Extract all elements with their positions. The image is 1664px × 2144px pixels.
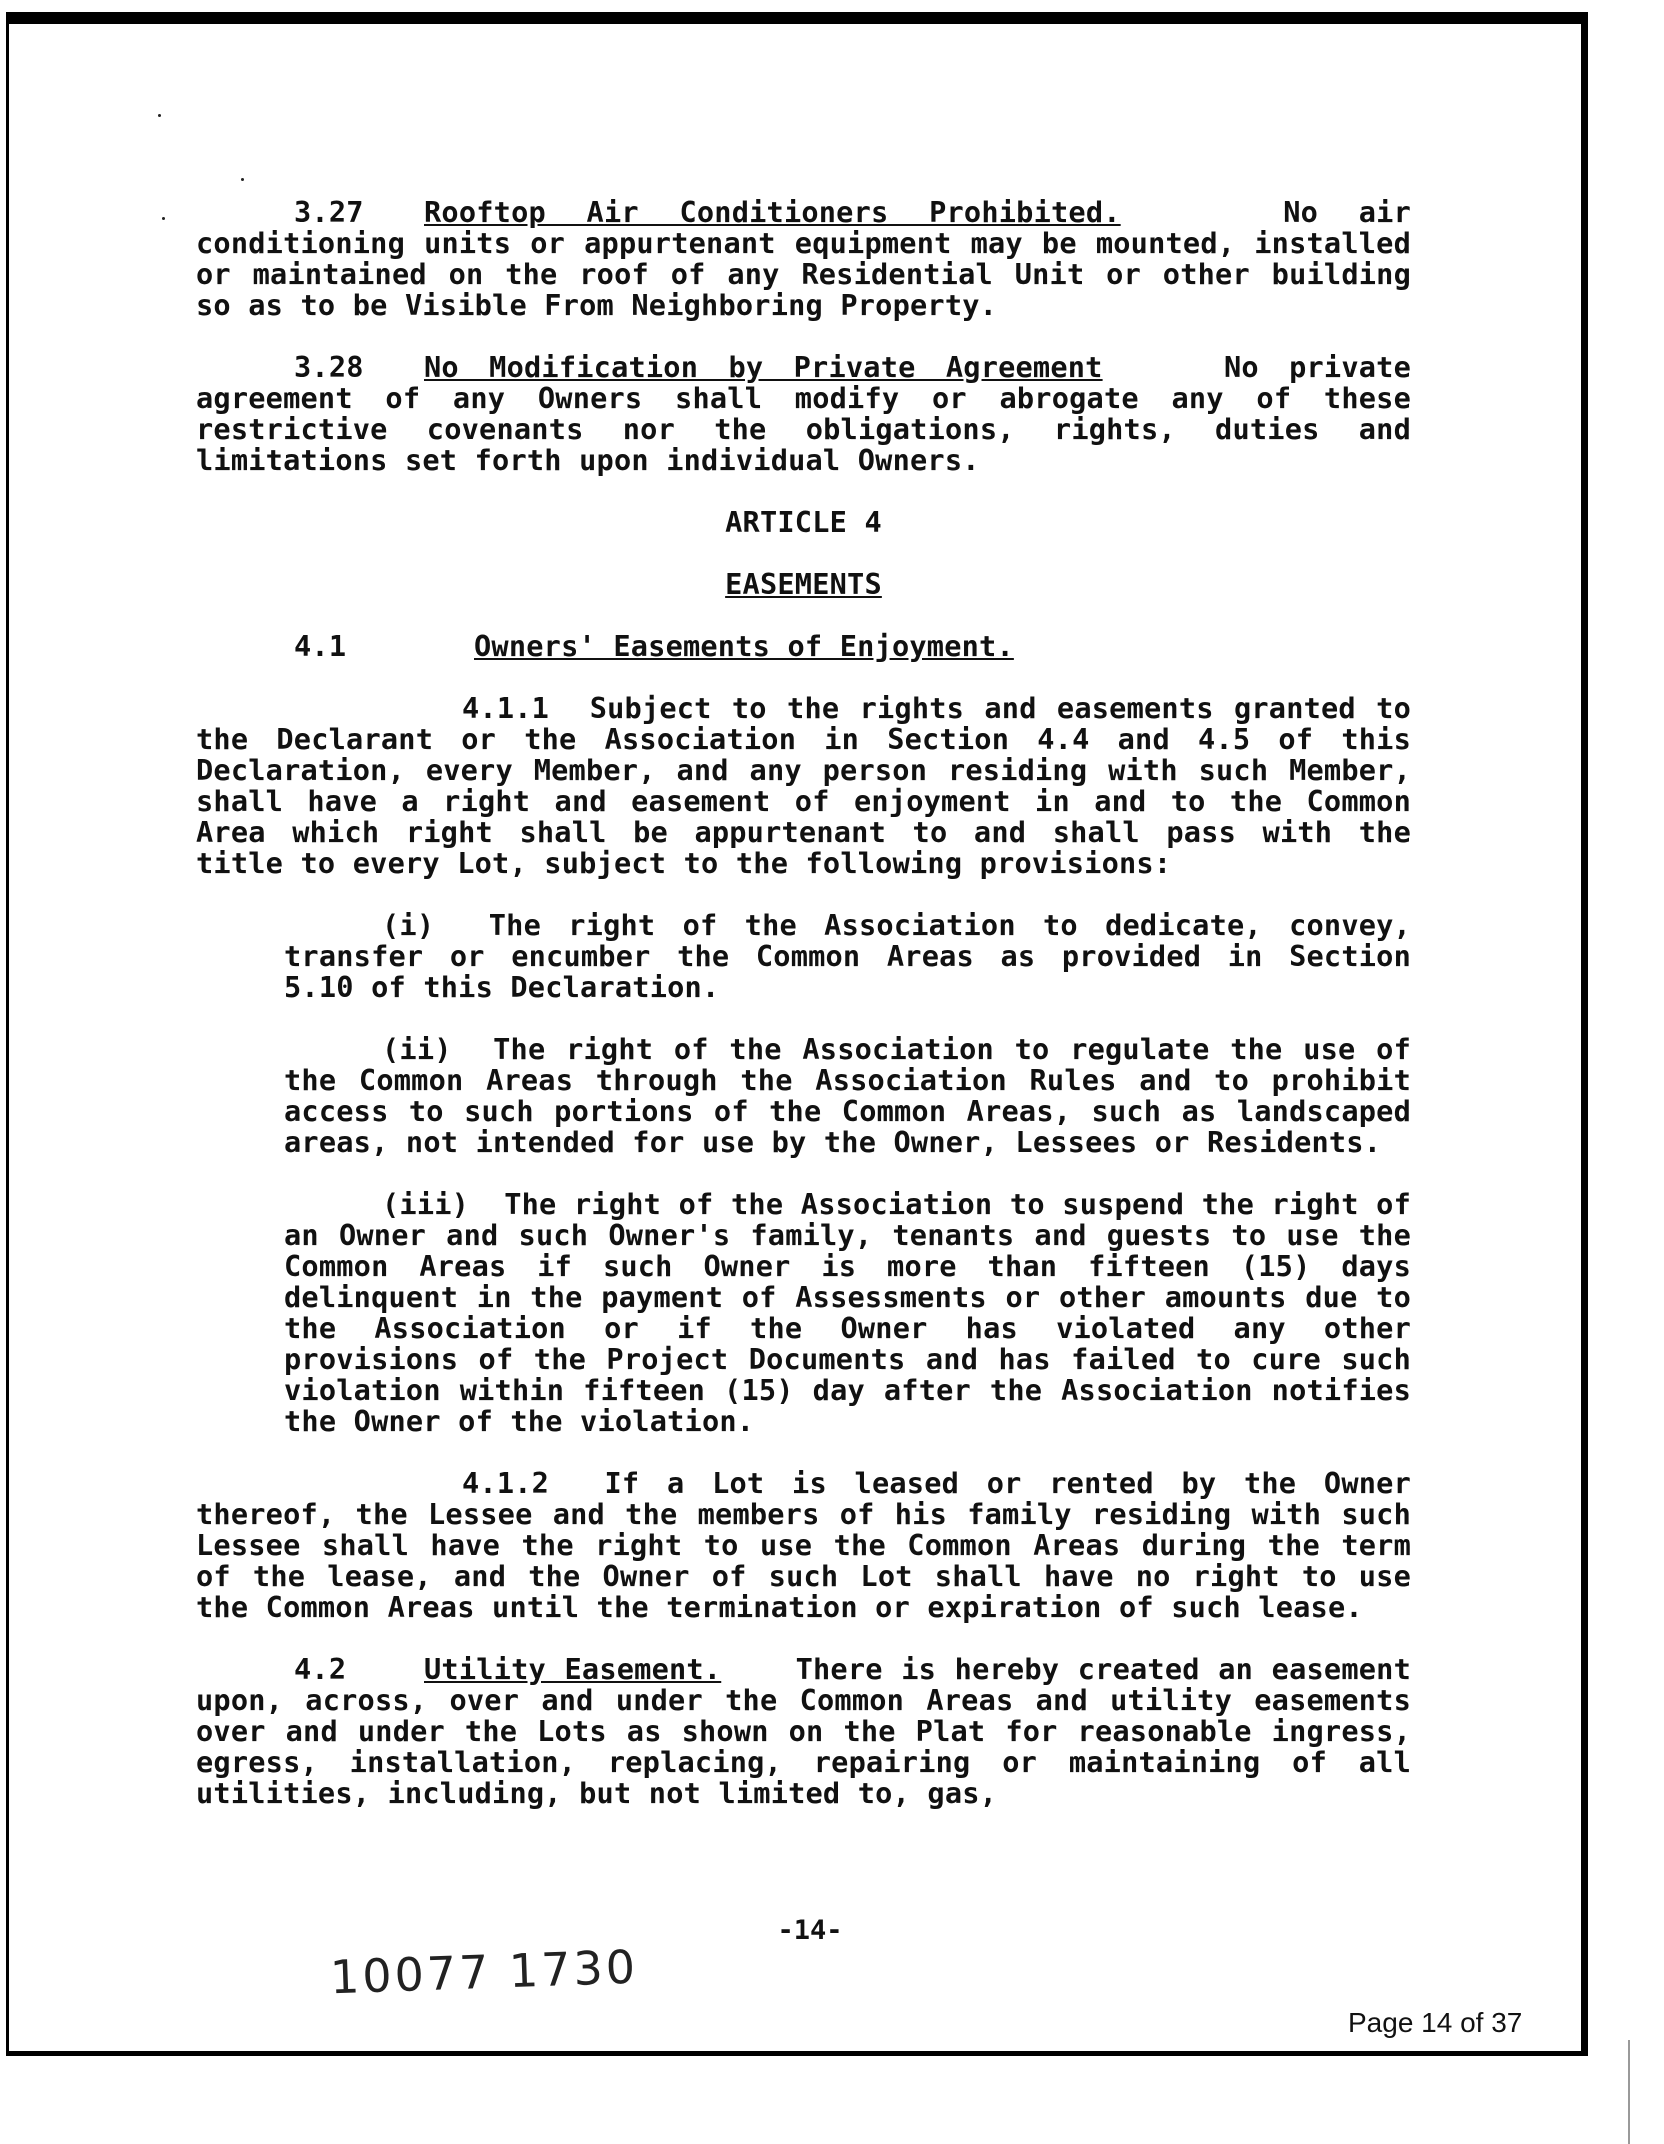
article-label: ARTICLE 4 [725,505,882,539]
section-text: No air conditioning units or appurtenant equipment may be mounted, installed or maintained on the roof of any Residential Unit or other building so as to be Visible From Neighboring Property. [196,195,1411,322]
scan-speck [162,217,165,220]
provision-text: The right of the Association to suspend the right of an Owner and such Owner's family, tenants and guests to use the Common Areas if such Owner is more than fifteen (15) days delinquent in the payment of Assessments or other amounts due to the Association or if the Owner has violated any other provisions of the Project Documents and has failed to cure such violation within fifteen (15) day after the Association notifies the Owner of the violation. [284,1187,1411,1438]
provision-ii [196,1034,1411,1158]
section-4-2 [196,1654,1411,1809]
article-title-line [196,569,1411,600]
section-title: Utility Easement. [424,1652,722,1686]
section-number: 4.2 [294,1652,347,1686]
section-title: Rooftop Air Conditioners Prohibited. [424,195,1121,229]
section-text: Subject to the rights and easements granted to the Declarant or the Association in Section 4.4 and 4.5 of this Declaration, every Member, and any person residing with such Member, shall have a right and easement of enjoyment in and to the Common Area which right shall be appurtenant to and shall pass with the title to every Lot, subject to the following provisions: [196,691,1411,880]
section-text: No private agreement of any Owners shall modify or abrogate any of these restrictive covenants nor the obligations, rights, duties and limitations set forth upon individual Owners. [196,350,1412,477]
section-3-27 [196,197,1411,321]
section-title: No Modification by Private Agreement [424,350,1103,384]
section-number: 3.27 [294,195,364,229]
section-3-28 [196,352,1411,476]
section-4-1-1 [196,693,1411,879]
scan-speck [158,114,161,117]
provision-label: (ii) [382,1032,452,1066]
article-title: EASEMENTS [725,567,882,601]
section-number: 4.1 [294,629,347,663]
section-title: Owners' Easements of Enjoyment. [474,629,1014,663]
section-4-1-2 [196,1468,1411,1623]
page-edge-line [1628,2040,1630,2144]
provision-text: The right of the Association to dedicate, convey, transfer or encumber the Common Areas as provided in Section 5.10 of this Declaration. [284,908,1411,1004]
section-text: If a Lot is leased or rented by the Owner thereof, the Lessee and the members of his family residing with such Lessee shall have the right to use the Common Areas during the term of the lease, and the Owner of such Lot shall have no right to use the Common Areas until the termination or expiration of such lease. [196,1466,1411,1624]
page-number: -14- [777,1915,843,1946]
provision-i [196,910,1411,1003]
section-number: 3.28 [294,350,364,384]
provision-label: (iii) [382,1187,470,1221]
section-4-1 [196,631,1411,662]
handwritten-reference: 10077 1730 [329,1939,639,2005]
provision-iii [196,1189,1411,1437]
provision-label: (i) [382,908,435,942]
scan-speck [241,178,244,181]
section-number: 4.1.1 [462,691,550,725]
document-body [196,197,1411,1809]
section-text: There is hereby created an easement upon, across, over and under the Common Areas and utility easements over and under the Lots as shown on the Plat for reasonable ingress, egress, installation, replacing, repairing or maintaining of all utilities, including, but not limited to, gas, [196,1652,1411,1810]
footer-page-count: Page 14 of 37 [1348,2007,1523,2038]
section-number: 4.1.2 [462,1466,550,1500]
provision-text: The right of the Association to regulate the use of the Common Areas through the Association Rules and to prohibit access to such portions of the Common Areas, such as landscaped areas, not intended for use by the Owner, Lessees or Residents. [284,1032,1411,1159]
